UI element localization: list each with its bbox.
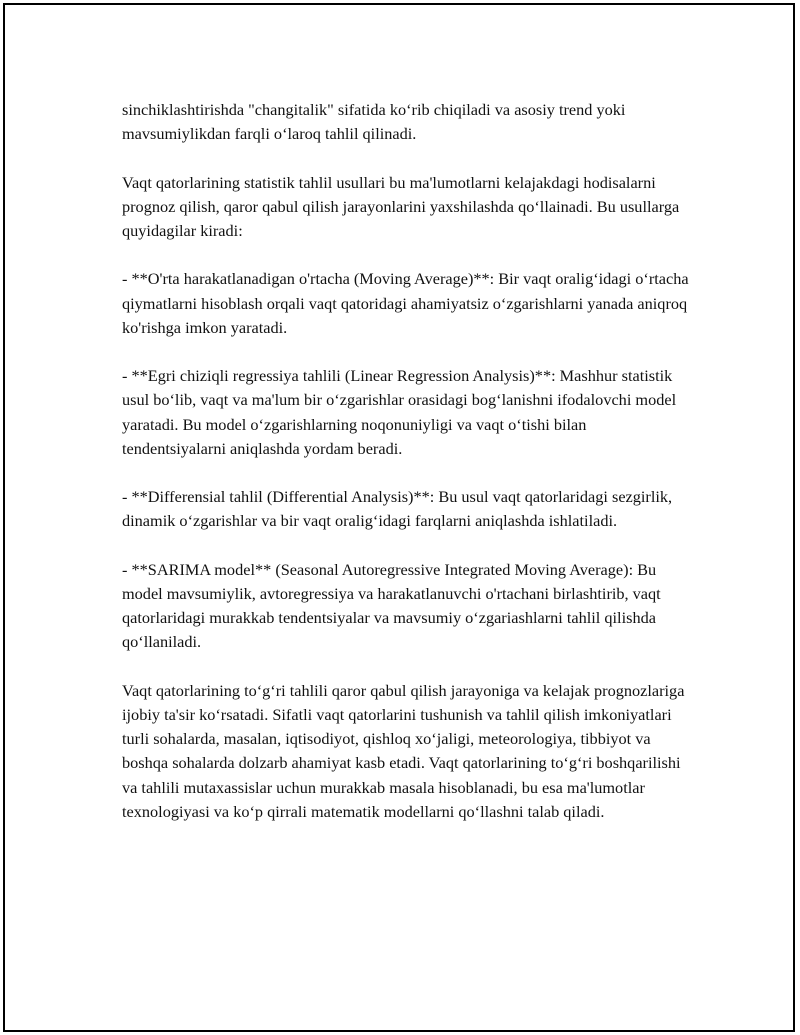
paragraph-conclusion: Vaqt qatorlarining to‘g‘ri tahlili qaror qabul qilish jarayoniga va kelajak prognozlariga ijobiy ta'sir ko‘rsatadi. Sifatli vaqt qatorlarini tushunish va tahlil qilish imkoniyatlari turli sohalarda, masalan, iqtisodiyot, qishloq xo‘jaligi, meteorologiya, tibbiyot va boshqa sohalarda dolzarb ahamiyat kasb etadi. Vaqt qatorlarining to‘g‘ri boshqarilishi va tahlili mutaxassislar uchun murakkab masala hisoblanadi, bu esa ma'lumotlar texnologiyasi va ko‘p qirrali matematik modellarni qo‘llashni talab qiladi. [122,680,685,821]
page-frame [3,3,795,1032]
paragraph-noise-intro: sinchiklashtirishda "changitalik" sifatida ko‘rib chiqiladi va asosiy trend yoki mavsumiylikdan farqli o‘laroq tahlil qilinadi. [122,100,626,144]
paragraph-sarima: - **SARIMA model** (Seasonal Autoregressive Integrated Moving Average): Bu model mavsumiylik, avtoregressiya va harakatlanuvchi o'rtachani birlashtirib, vaqt qatorlaridagi murakkab tendentsiyalar va mavsumiy o‘zgariashlarni tahlil qilishda qo‘llaniladi. [122,559,661,652]
paragraph-differential-analysis: - **Differensial tahlil (Differential Analysis)**: Bu usul vaqt qatorlaridagi sezgirlik, dinamik o‘zgarishlar va bir vaqt oralig‘idagi farqlarni aniqlashda ishlatiladi. [122,487,673,531]
paragraph-linear-regression: - **Egri chiziqli regressiya tahlili (Linear Regression Analysis)**: Mashhur statistik usul bo‘lib, vaqt va ma'lum bir o‘zgarishlar orasidagi bog‘lanishni ifodalovchi model yaratadi. Bu model o‘zgarishlarning noqonuniyligi va vaqt o‘tishi bilan tendentsiyalarni aniqlashda yordam beradi. [122,366,677,458]
document-body [122,98,692,848]
paragraph-moving-average: - **O'rta harakatlanadigan o'rtacha (Moving Average)**: Bir vaqt oralig‘idagi o‘rtacha qiymatlarni hisoblash orqali vaqt qatoridagi ahamiyatsiz o‘zgarishlarni yanada aniqroq ko'rishga imkon yaratadi. [122,269,689,337]
paragraph-statistical-methods: Vaqt qatorlarining statistik tahlil usullari bu ma'lumotlarni kelajakdagi hodisalarni prognoz qilish, qaror qabul qilish jarayonlarini yaxshilashda qo‘llainadi. Bu usullarga quyidagilar kiradi: [122,172,680,240]
